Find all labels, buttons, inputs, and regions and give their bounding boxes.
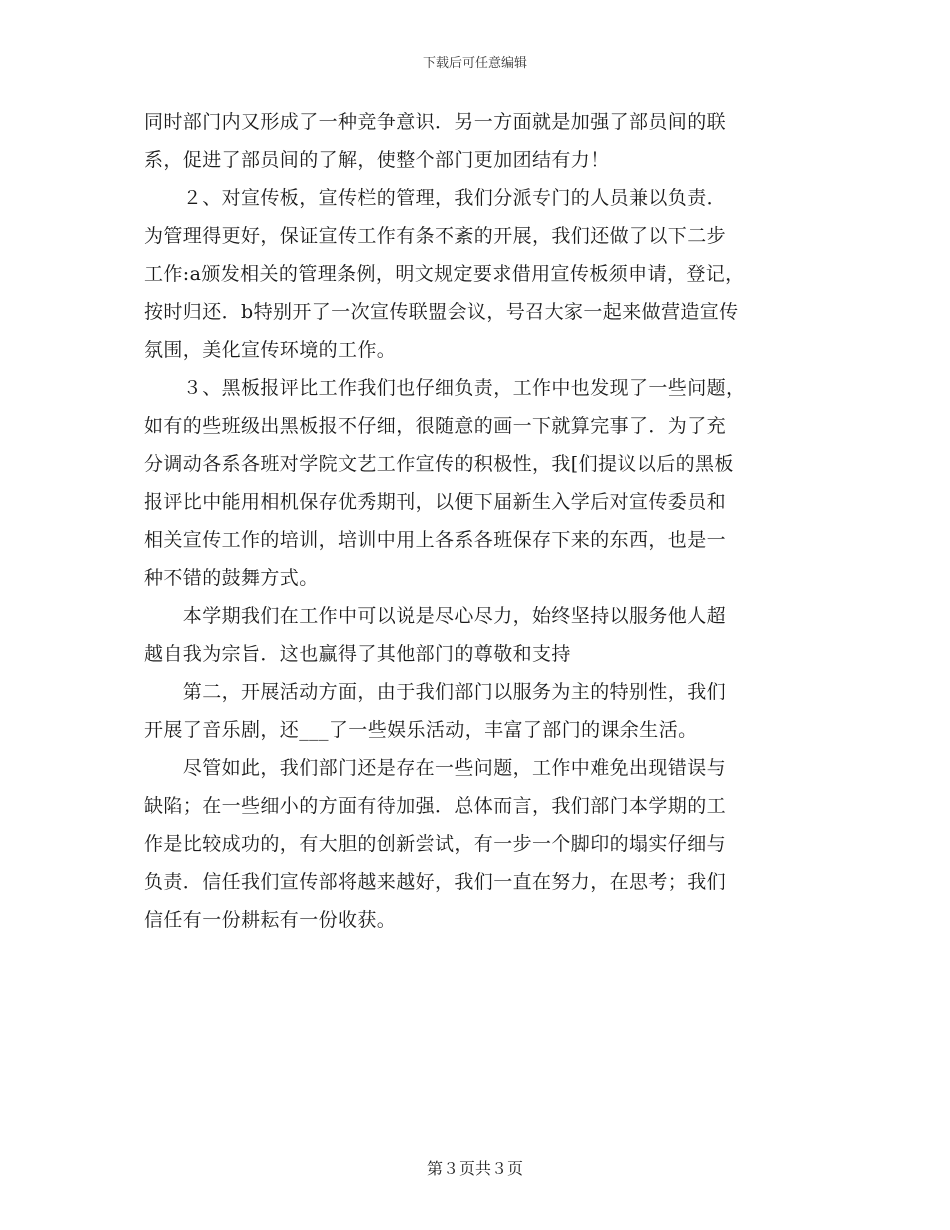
document-body bbox=[144, 103, 812, 939]
paragraph: 第二，开展活动方面，由于我们部门以服务为主的特别性，我们 开展了音乐剧，还___了一些娱乐活动，丰富了部门的课余生活。 bbox=[144, 681, 727, 741]
page-number-footer: 第３页共３页 bbox=[426, 1159, 523, 1178]
page-header: 下载后可任意编辑 bbox=[422, 56, 527, 71]
paragraph: 尽管如此，我们部门还是存在一些问题，工作中难免出现错误与 缺陷；在一些细小的方面有待加强．总体而言，我们部门本学期的工 作是比较成功的，有大胆的创新尝试，有一步一个脚印的塌实仔细与 负责．信任我们宣传部将越来越好，我们一直在努力，在思考；我们 信任有一份耕耘有一份收获。 bbox=[144, 757, 727, 931]
paragraph: ３、黑板报评比工作我们也仔细负责，工作中也发现了一些问题， 如有的些班级出黑板报不仔细，很随意的画一下就算完事了．为了充 分调动各系各班对学院文艺工作宣传的积极性，我[们提议以后的黑板 报评比中能用相机保存优秀期刊，以便下届新生入学后对宣传委员和 相关宣传工作的培训，培训中用上各系各班保存下来的东西，也是一 种不错的鼓舞方式。 bbox=[144, 377, 746, 589]
paragraph: ２、对宣传板，宣传栏的管理，我们分派专门的人员兼以负责． 为管理得更好，保证宣传工作有条不紊的开展，我们还做了以下二步 工作:a颁发相关的管理条例，明文规定要求借用宣传板须申请，登记， 按时归还．b特别开了一次宣传联盟会议，号召大家一起来做营造宣传 氛围，美化宣传环境的工作。 bbox=[144, 187, 745, 361]
paragraph: 本学期我们在工作中可以说是尽心尽力，始终坚持以服务他人超 越自我为宗旨．这也赢得了其他部门的尊敬和支持 bbox=[144, 605, 727, 665]
paragraph: 同时部门内又形成了一种竞争意识．另一方面就是加强了部员间的联 系，促进了部员间的了解，使整个部门更加团结有力！ bbox=[144, 111, 727, 171]
